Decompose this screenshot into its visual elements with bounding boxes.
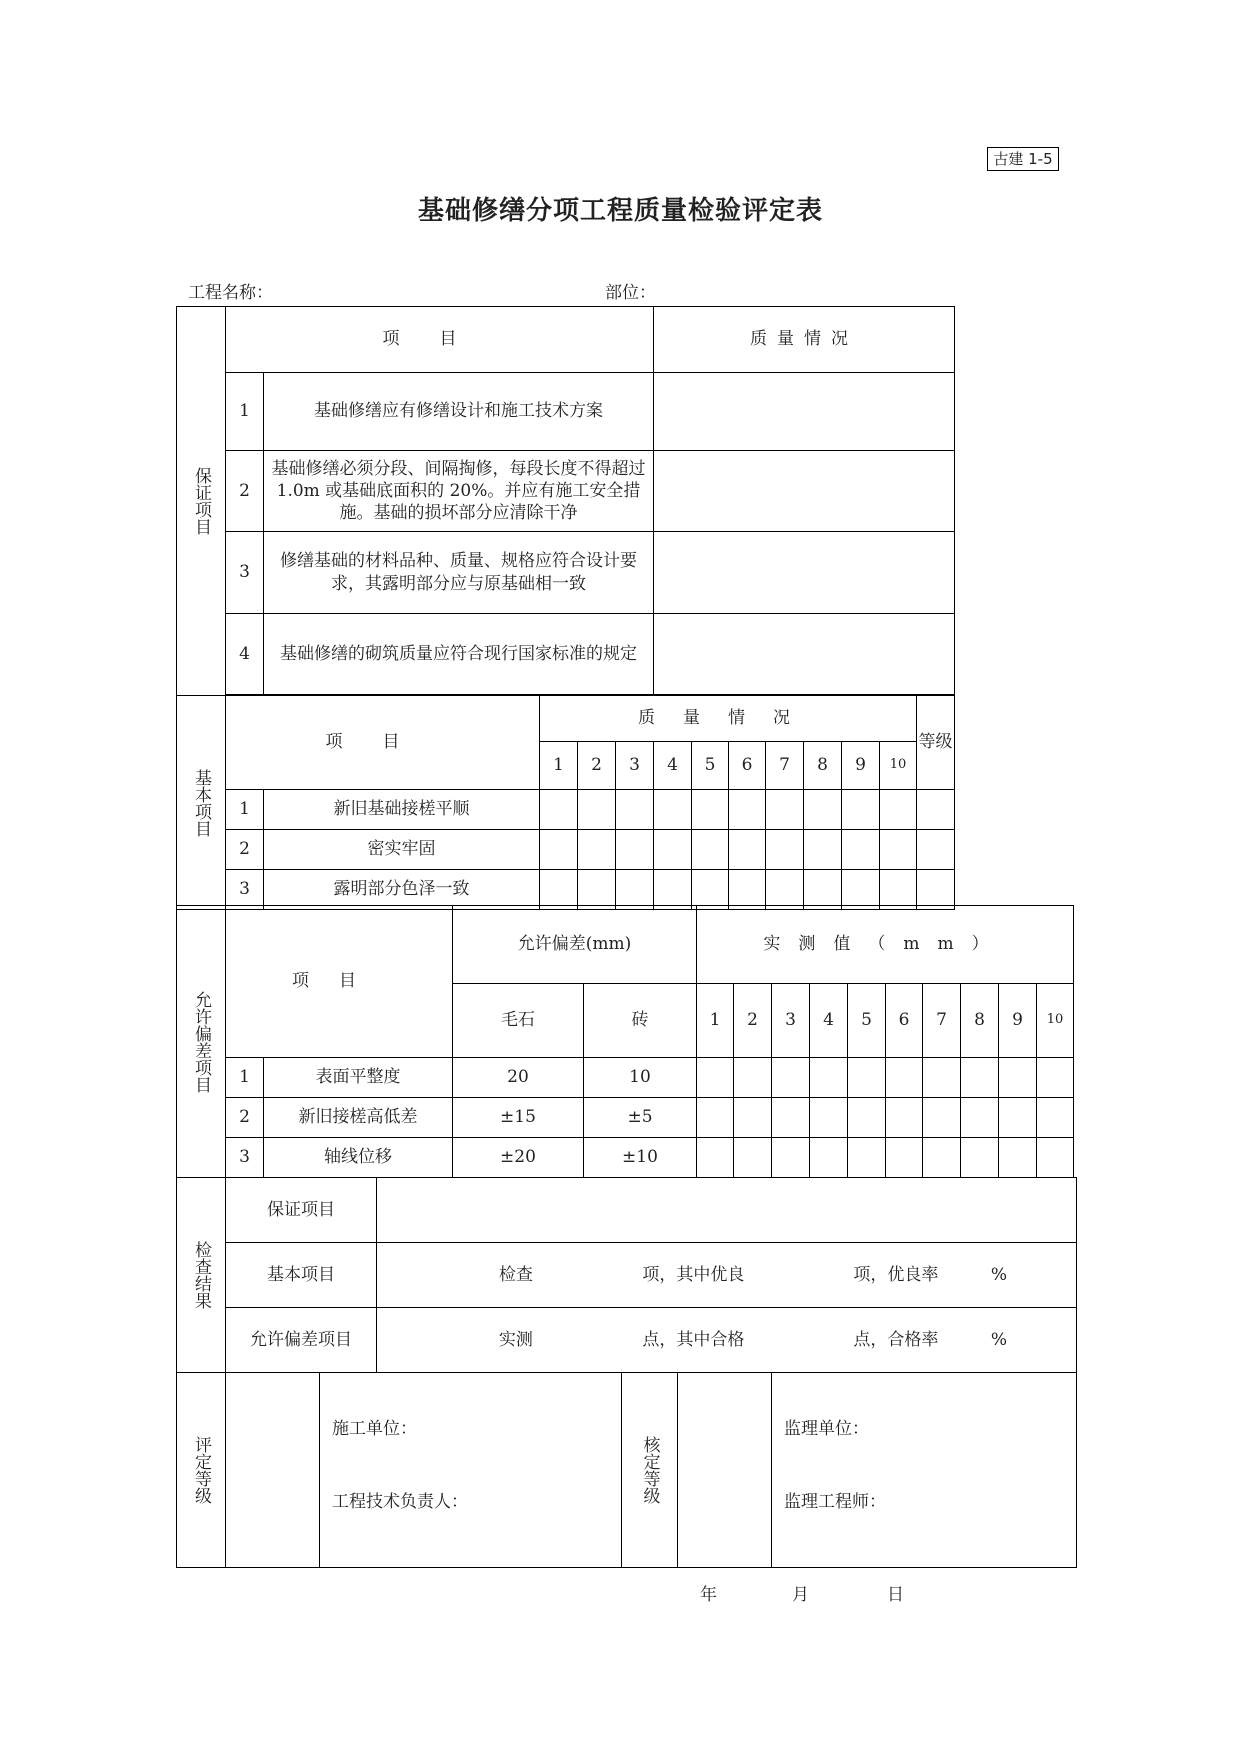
tolerance-row-stone: ±15	[453, 1098, 584, 1138]
guarantee-row-no: 3	[226, 532, 264, 614]
tolerance-number: 6	[886, 984, 923, 1058]
tolerance-row-no: 2	[226, 1098, 264, 1138]
check-tol-t1: 实测	[498, 1329, 533, 1350]
basic-number: 8	[804, 742, 842, 790]
guarantee-row-quality-cell[interactable]	[654, 451, 955, 532]
location-label: 部位：	[605, 283, 656, 303]
tolerance-col-allowed: 允许偏差(mm)	[453, 906, 697, 984]
basic-number: 10	[880, 742, 917, 790]
basic-number: 9	[842, 742, 880, 790]
check-table	[176, 1177, 1077, 1373]
rating-table	[176, 1372, 1077, 1568]
date-day: 日	[887, 1585, 904, 1605]
guarantee-row-no: 4	[226, 614, 264, 695]
tolerance-row-brick: 10	[584, 1058, 697, 1098]
check-tol-t4: %	[990, 1329, 1008, 1350]
basic-row-no: 1	[226, 790, 264, 830]
guarantee-col-quality: 质量情况	[654, 307, 955, 373]
check-basic-line	[377, 1243, 1077, 1308]
supervisor-unit-label: 监理单位：	[784, 1419, 869, 1439]
basic-number: 7	[766, 742, 804, 790]
tolerance-number: 10	[1037, 984, 1074, 1058]
evaluation-table	[176, 306, 955, 910]
tolerance-number: 3	[772, 984, 810, 1058]
tolerance-table	[176, 905, 1074, 1178]
guarantee-col-item: 项目	[226, 307, 654, 373]
guarantee-row-text: 基础修缮的砌筑质量应符合现行国家标准的规定	[264, 614, 654, 695]
contractor-label: 施工单位：	[332, 1419, 417, 1439]
tolerance-section-label: 允许偏差项目	[177, 906, 226, 1178]
rating-supervisor-cell	[772, 1373, 1077, 1568]
check-section-label: 检查结果	[177, 1178, 226, 1373]
check-basic-t2: 项，其中优良	[642, 1264, 745, 1285]
tolerance-number: 7	[923, 984, 961, 1058]
check-guarantee-label: 保证项目	[226, 1178, 377, 1243]
tolerance-number: 1	[697, 984, 734, 1058]
basic-col-grade: 等级	[917, 696, 955, 790]
tolerance-col-measured: 实测值（mm）	[697, 906, 1074, 984]
guarantee-row-no: 1	[226, 373, 264, 451]
tech-lead-label: 工程技术负责人：	[332, 1492, 468, 1512]
basic-row-text: 密实牢固	[264, 830, 540, 870]
basic-number: 3	[616, 742, 654, 790]
guarantee-row-text: 基础修缮应有修缮设计和施工技术方案	[264, 373, 654, 451]
date-month: 月	[792, 1585, 809, 1605]
tolerance-number: 8	[961, 984, 999, 1058]
basic-row-no: 3	[226, 870, 264, 910]
tolerance-row-stone: 20	[453, 1058, 584, 1098]
guarantee-row-quality-cell[interactable]	[654, 373, 955, 451]
tolerance-row-text: 表面平整度	[264, 1058, 453, 1098]
verify-grade-cell[interactable]	[678, 1373, 772, 1568]
tolerance-row-stone: ±20	[453, 1138, 584, 1178]
supervisor-engineer-label: 监理工程师：	[784, 1492, 886, 1512]
page-title: 基础修缮分项工程质量检验评定表	[417, 196, 823, 226]
check-basic-t4: %	[990, 1264, 1008, 1285]
check-basic-t3: 项，优良率	[853, 1264, 939, 1285]
guarantee-row-quality-cell[interactable]	[654, 614, 955, 695]
tolerance-row-brick: ±10	[584, 1138, 697, 1178]
date-year: 年	[700, 1585, 717, 1605]
basic-number: 5	[692, 742, 729, 790]
basic-row-text: 新旧基础接槎平顺	[264, 790, 540, 830]
tolerance-sub-brick: 砖	[584, 984, 697, 1058]
form-code: 古建 1-5	[987, 147, 1059, 171]
tolerance-row-brick: ±5	[584, 1098, 697, 1138]
check-tol-t2: 点，其中合格	[642, 1329, 745, 1350]
basic-number: 2	[578, 742, 616, 790]
tolerance-number: 9	[999, 984, 1037, 1058]
rating-grade-cell[interactable]	[226, 1373, 320, 1568]
tolerance-col-item: 项目	[226, 906, 453, 1058]
guarantee-row-text: 基础修缮必须分段、间隔掏修，每段长度不得超过 1.0m 或基础底面积的 20%。并应有施工安全措施。基础的损坏部分应清除干净	[264, 451, 654, 532]
tolerance-number: 2	[734, 984, 772, 1058]
guarantee-row-quality-cell[interactable]	[654, 532, 955, 614]
tolerance-row-no: 3	[226, 1138, 264, 1178]
project-name-label: 工程名称：	[188, 283, 273, 303]
tolerance-row-text: 轴线位移	[264, 1138, 453, 1178]
basic-col-quality: 质量情况	[540, 696, 917, 742]
check-guarantee-value[interactable]	[377, 1178, 1077, 1243]
basic-number: 4	[654, 742, 692, 790]
check-tol-t3: 点，合格率	[853, 1329, 939, 1350]
basic-col-item: 项目	[226, 696, 540, 790]
rating-section-label: 评定等级	[177, 1373, 226, 1568]
basic-section-label: 基本项目	[177, 696, 226, 910]
basic-number: 1	[540, 742, 578, 790]
verify-grade-label: 核定等级	[622, 1373, 678, 1568]
tolerance-sub-stone: 毛石	[453, 984, 584, 1058]
guarantee-row-no: 2	[226, 451, 264, 532]
basic-number: 6	[729, 742, 766, 790]
check-tolerance-label: 允许偏差项目	[226, 1308, 377, 1373]
tolerance-row-text: 新旧接槎高低差	[264, 1098, 453, 1138]
tolerance-number: 4	[810, 984, 848, 1058]
tolerance-row-no: 1	[226, 1058, 264, 1098]
basic-row-no: 2	[226, 830, 264, 870]
guarantee-row-text: 修缮基础的材料品种、质量、规格应符合设计要求，其露明部分应与原基础相一致	[264, 532, 654, 614]
tolerance-number: 5	[848, 984, 886, 1058]
check-tolerance-line	[377, 1308, 1077, 1373]
guarantee-section-label: 保证项目	[177, 307, 226, 696]
check-basic-label: 基本项目	[226, 1243, 377, 1308]
basic-row-text: 露明部分色泽一致	[264, 870, 540, 910]
rating-contractor-cell	[320, 1373, 622, 1568]
check-basic-t1: 检查	[498, 1264, 533, 1285]
